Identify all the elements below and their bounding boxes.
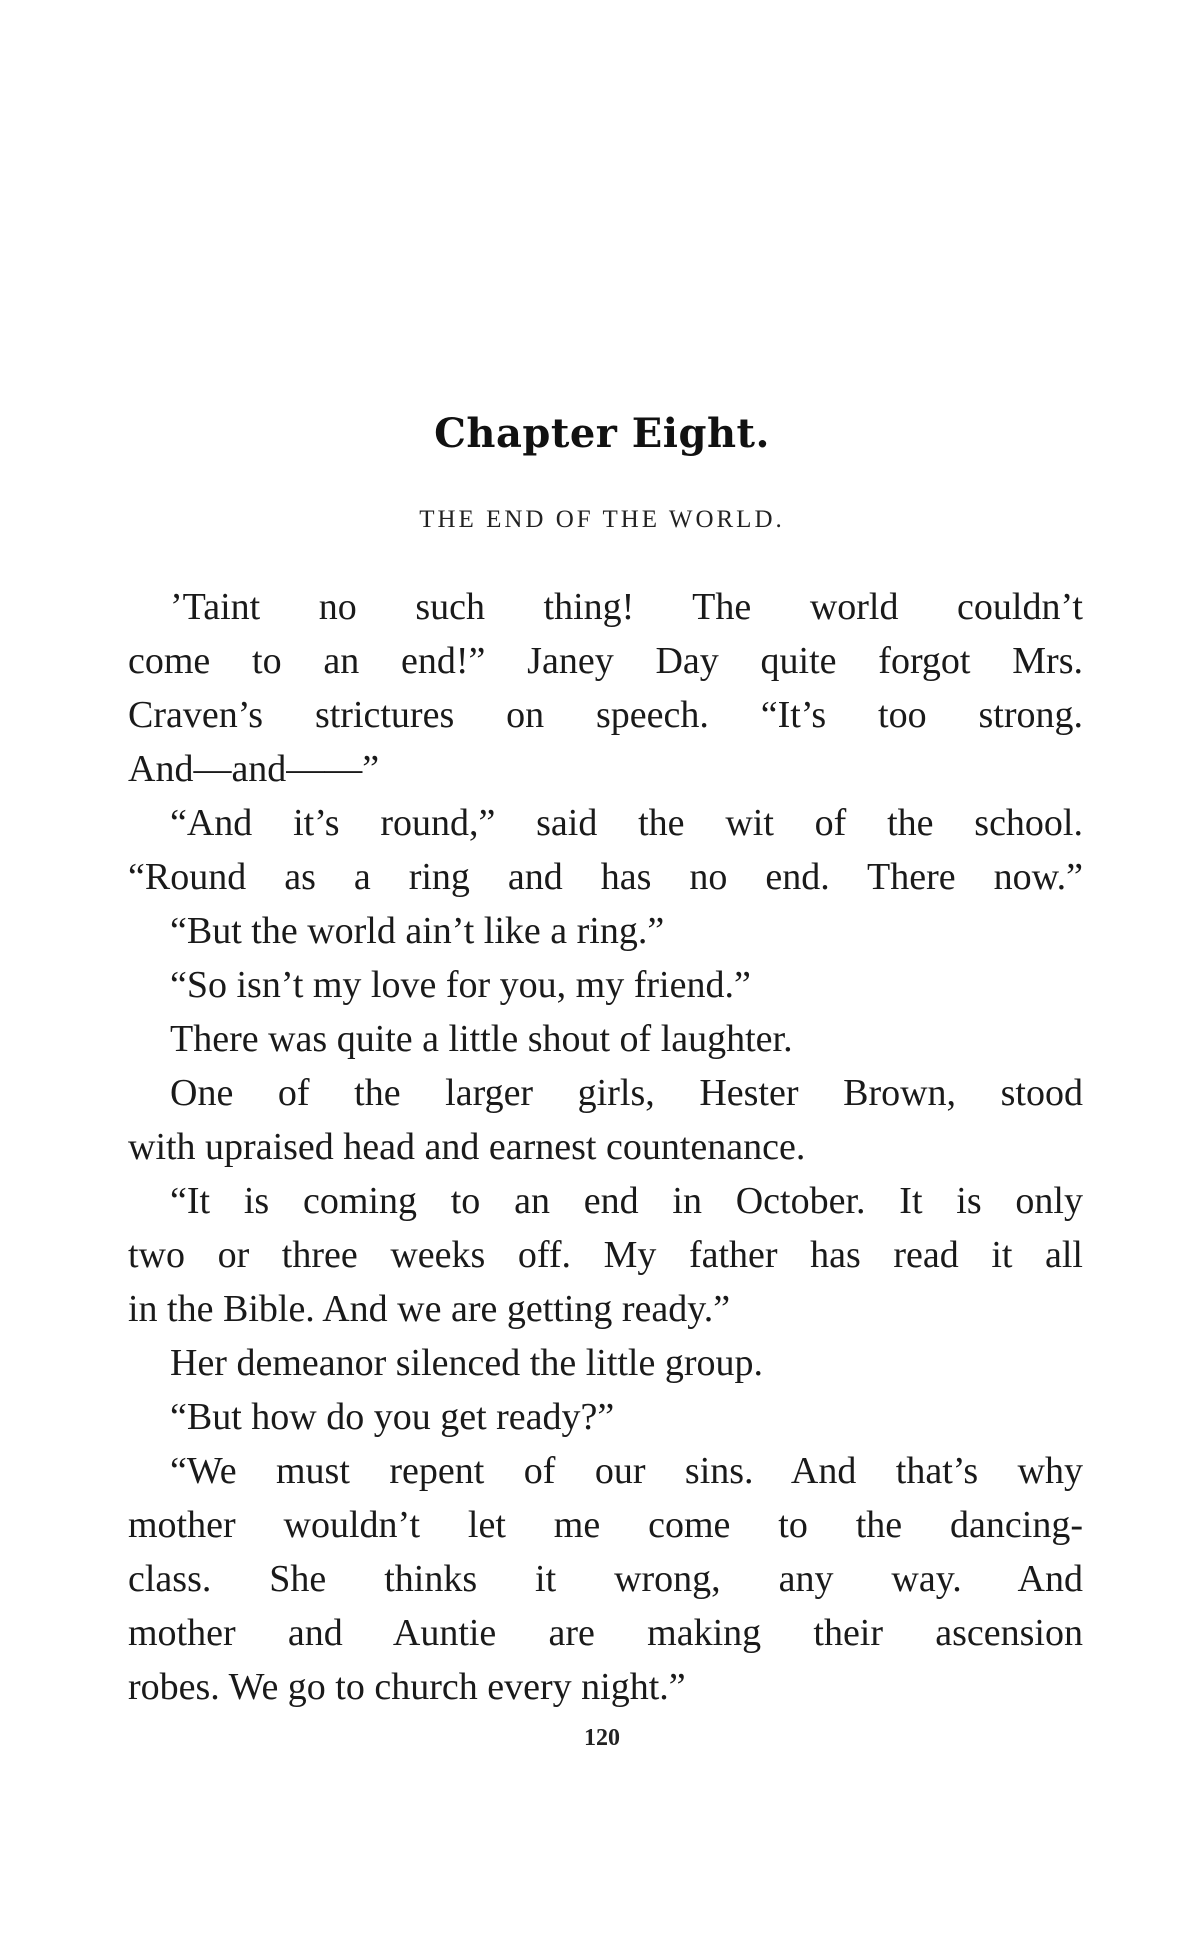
text-line: “Round as a ring and has no end. There now.” xyxy=(128,856,1083,898)
text-line: Her demeanor silenced the little group. xyxy=(170,1342,764,1384)
chapter-title: Chapter Eight. xyxy=(434,410,770,457)
text-line: mother and Auntie are making their ascension xyxy=(128,1612,1083,1654)
text-line: with upraised head and earnest countenance. xyxy=(128,1126,806,1168)
text-line: robes. We go to church every night.” xyxy=(128,1666,686,1708)
text-line: two or three weeks off. My father has read it all xyxy=(128,1234,1083,1276)
text-line: mother wouldn’t let me come to the dancing- xyxy=(128,1504,1083,1546)
text-line: One of the larger girls, Hester Brown, stood xyxy=(170,1072,1083,1114)
text-line: “But how do you get ready?” xyxy=(170,1396,615,1438)
text-line: ’Taint no such thing! The world couldn’t xyxy=(170,586,1083,628)
text-line: There was quite a little shout of laughter. xyxy=(170,1018,793,1060)
text-line: class. She thinks it wrong, any way. And xyxy=(128,1558,1083,1600)
text-line: Craven’s strictures on speech. “It’s too strong. xyxy=(128,694,1083,736)
text-line: in the Bible. And we are getting ready.” xyxy=(128,1288,731,1330)
body-text xyxy=(128,580,1083,1714)
text-line: “We must repent of our sins. And that’s why xyxy=(170,1450,1083,1492)
text-line: “And it’s round,” said the wit of the school. xyxy=(170,802,1083,844)
text-line: “It is coming to an end in October. It is only xyxy=(170,1180,1083,1222)
text-line: come to an end!” Janey Day quite forgot Mrs. xyxy=(128,640,1083,682)
text-line: “But the world ain’t like a ring.” xyxy=(170,910,665,952)
text-line: And—and——” xyxy=(128,748,380,790)
page-number: 120 xyxy=(584,1725,620,1751)
text-line: “So isn’t my love for you, my friend.” xyxy=(170,964,751,1006)
chapter-subtitle: THE END OF THE WORLD. xyxy=(419,506,785,533)
